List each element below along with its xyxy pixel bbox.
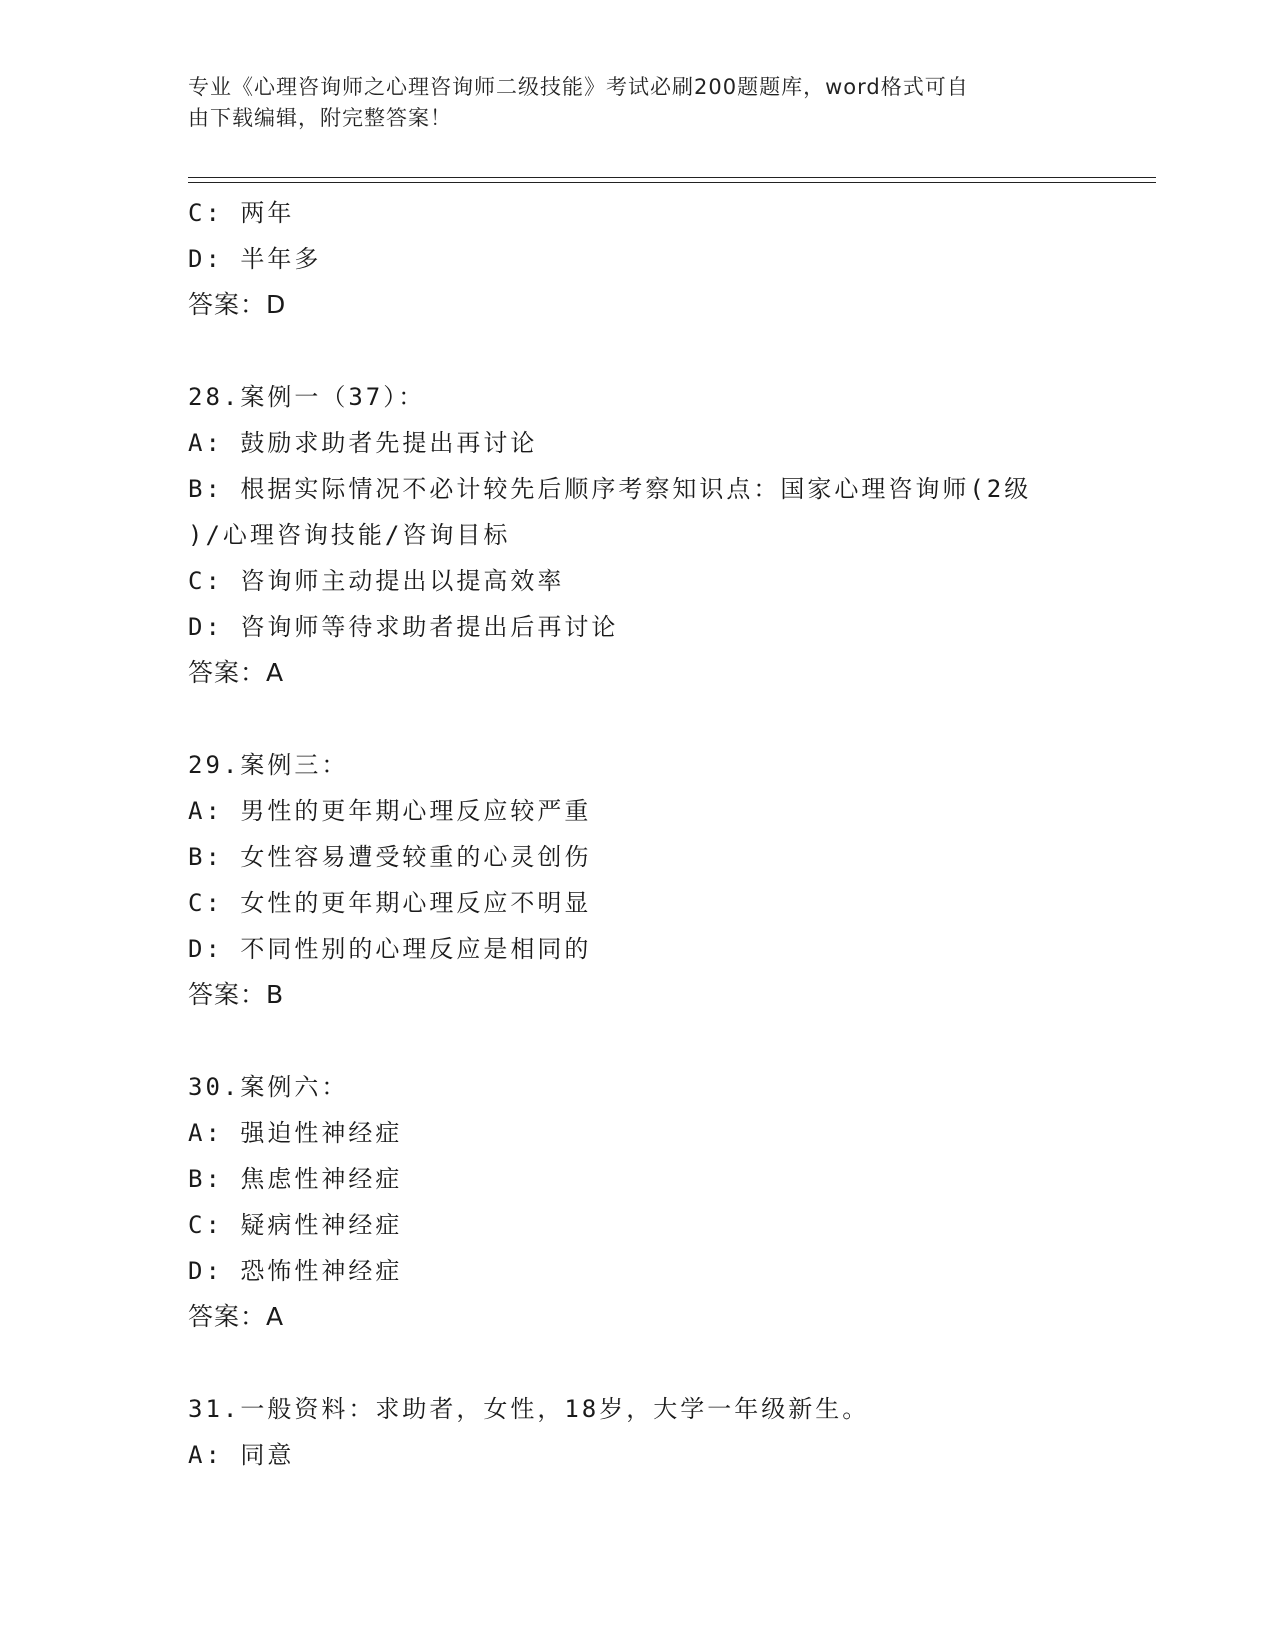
- question-text: 31.一般资料：求助者，女性，18岁，大学一年级新生。: [188, 1395, 870, 1423]
- header-title-line-1: 专业《心理咨询师之心理咨询师二级技能》考试必刷200题题库，word格式可自: [188, 75, 969, 99]
- question-30: [188, 1064, 1148, 1340]
- question-text: 30.案例六：: [188, 1073, 349, 1101]
- spacer: [188, 1018, 1148, 1064]
- header-divider-bottom: [188, 182, 1156, 183]
- option-a: A: 鼓励求助者先提出再讨论: [188, 429, 538, 457]
- option-a: A: 同意: [188, 1441, 295, 1469]
- question-28: [188, 374, 1148, 696]
- option-b: B: 焦虑性神经症: [188, 1165, 403, 1193]
- option-d: D: 咨询师等待求助者提出后再讨论: [188, 613, 619, 641]
- option-b: B: 根据实际情况不必计较先后顺序考察知识点：国家心理咨询师(2级: [188, 475, 1032, 503]
- option-a: A: 男性的更年期心理反应较严重: [188, 797, 592, 825]
- question-27-tail: [188, 190, 1148, 328]
- answer: 答案：A: [188, 658, 285, 687]
- question-list: [188, 190, 1148, 1478]
- option-d: D: 恐怖性神经症: [188, 1257, 403, 1285]
- spacer: [188, 1340, 1148, 1386]
- spacer: [188, 696, 1148, 742]
- question-29: [188, 742, 1148, 1018]
- option-d: D: 不同性别的心理反应是相同的: [188, 935, 592, 963]
- option-b-continued: )/心理咨询技能/咨询目标: [188, 521, 511, 549]
- answer: 答案：D: [188, 290, 287, 319]
- question-text: 29.案例三：: [188, 751, 349, 779]
- option-c: C: 疑病性神经症: [188, 1211, 403, 1239]
- option-c: C: 两年: [188, 199, 295, 227]
- answer: 答案：B: [188, 980, 285, 1009]
- spacer: [188, 328, 1148, 374]
- question-31: [188, 1386, 1148, 1478]
- option-a: A: 强迫性神经症: [188, 1119, 403, 1147]
- option-c: C: 咨询师主动提出以提高效率: [188, 567, 565, 595]
- option-b: B: 女性容易遭受较重的心灵创伤: [188, 843, 592, 871]
- answer: 答案：A: [188, 1302, 285, 1331]
- option-c: C: 女性的更年期心理反应不明显: [188, 889, 592, 917]
- option-d: D: 半年多: [188, 245, 322, 273]
- header-title-line-2: 由下载编辑，附完整答案！: [188, 106, 452, 130]
- header-divider-top: [188, 177, 1156, 178]
- page-header: [188, 72, 1068, 134]
- question-text: 28.案例一（37）：: [188, 383, 426, 411]
